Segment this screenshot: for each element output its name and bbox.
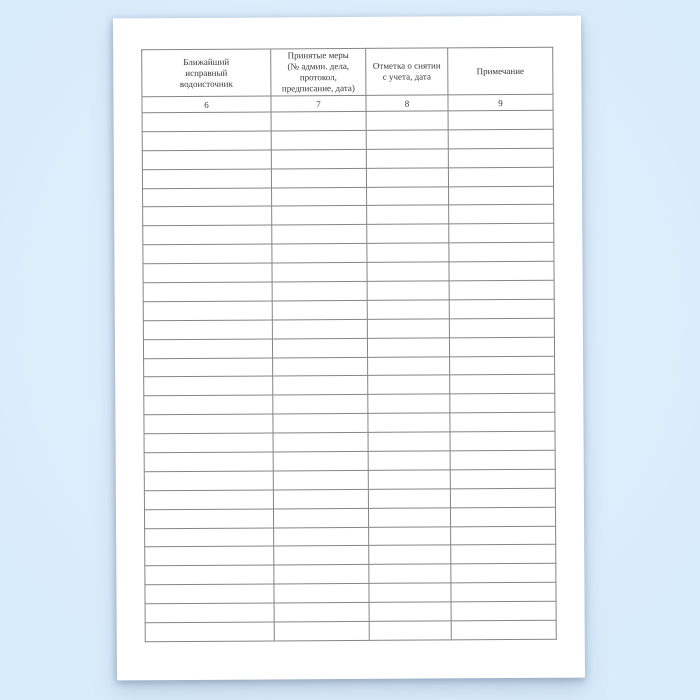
table-row xyxy=(143,224,554,245)
empty-cell xyxy=(450,394,555,414)
empty-cell xyxy=(449,280,554,300)
empty-cell xyxy=(369,602,451,621)
empty-cell xyxy=(143,188,272,208)
empty-cell xyxy=(448,110,553,130)
water-source-journal-table xyxy=(141,47,557,642)
column-number-8: 8 xyxy=(366,95,448,112)
empty-cell xyxy=(143,225,272,245)
empty-cell xyxy=(272,187,367,206)
empty-cell xyxy=(367,243,449,262)
empty-cell xyxy=(273,395,368,414)
empty-cell xyxy=(451,526,556,546)
empty-cell xyxy=(274,565,369,584)
empty-cell xyxy=(368,356,450,375)
empty-cell xyxy=(449,242,554,262)
empty-cell xyxy=(274,584,369,603)
empty-cell xyxy=(450,507,555,527)
empty-cell xyxy=(274,621,369,640)
empty-cell xyxy=(271,168,366,187)
empty-cell xyxy=(273,451,368,470)
table-row xyxy=(143,299,554,320)
empty-cell xyxy=(145,603,274,623)
table-row xyxy=(144,356,555,377)
empty-cell xyxy=(450,450,555,470)
empty-cell xyxy=(143,301,272,321)
header-measures-taken: Принятые меры (№ админ. дела, протокол, предписание, дата) xyxy=(271,48,366,96)
table-row xyxy=(145,545,556,566)
table-row xyxy=(142,148,553,169)
empty-cell xyxy=(366,111,448,130)
empty-cell xyxy=(451,583,556,603)
empty-cell xyxy=(273,433,368,452)
empty-cell xyxy=(143,263,272,283)
empty-cell xyxy=(367,300,449,319)
empty-cell xyxy=(367,338,449,357)
empty-cell xyxy=(367,319,449,338)
empty-cell xyxy=(144,433,273,453)
empty-cell xyxy=(274,603,369,622)
empty-cell xyxy=(449,337,554,357)
header-nearest-working-water-source: Ближайший исправный водоисточник xyxy=(142,49,271,97)
empty-cell xyxy=(272,319,367,338)
empty-cell xyxy=(450,375,555,395)
header-row xyxy=(142,47,553,97)
table-row xyxy=(144,488,555,509)
empty-cell xyxy=(451,620,556,640)
empty-cell xyxy=(271,149,366,168)
empty-cell xyxy=(366,130,448,149)
table-row xyxy=(144,431,555,452)
empty-cell xyxy=(451,545,556,565)
empty-cell xyxy=(145,565,274,585)
column-number-7: 7 xyxy=(271,95,366,112)
table-row xyxy=(142,129,553,150)
table-header xyxy=(142,47,553,113)
empty-cell xyxy=(273,376,368,395)
empty-cell xyxy=(145,528,274,548)
empty-cell xyxy=(449,224,554,244)
empty-cell xyxy=(366,168,448,187)
empty-cell xyxy=(369,564,451,583)
empty-cell xyxy=(368,413,450,432)
empty-cell xyxy=(273,414,368,433)
empty-cell xyxy=(145,622,274,642)
empty-cell xyxy=(144,414,273,434)
column-number-6: 6 xyxy=(142,96,271,113)
empty-cell xyxy=(142,169,271,189)
empty-cell xyxy=(369,545,451,564)
table-row xyxy=(144,375,555,396)
document-page xyxy=(113,16,585,681)
empty-cell xyxy=(448,148,553,168)
table-body xyxy=(142,110,556,641)
empty-cell xyxy=(143,320,272,340)
table-row xyxy=(144,412,555,433)
empty-cell xyxy=(449,318,554,338)
empty-cell xyxy=(368,451,450,470)
empty-cell xyxy=(367,205,449,224)
empty-cell xyxy=(273,357,368,376)
empty-cell xyxy=(369,583,451,602)
empty-cell xyxy=(367,224,449,243)
empty-cell xyxy=(369,526,451,545)
empty-cell xyxy=(273,508,368,527)
empty-cell xyxy=(449,186,554,206)
empty-cell xyxy=(272,281,367,300)
empty-cell xyxy=(144,471,273,491)
table-row xyxy=(142,167,553,188)
empty-cell xyxy=(272,225,367,244)
empty-cell xyxy=(450,431,555,451)
empty-cell xyxy=(368,489,450,508)
empty-cell xyxy=(368,508,450,527)
empty-cell xyxy=(272,206,367,225)
empty-cell xyxy=(271,111,366,130)
table-row xyxy=(144,507,555,528)
empty-cell xyxy=(143,339,272,359)
empty-cell xyxy=(271,130,366,149)
empty-cell xyxy=(448,167,553,187)
empty-cell xyxy=(450,412,555,432)
empty-cell xyxy=(451,564,556,584)
empty-cell xyxy=(274,546,369,565)
table-row xyxy=(145,620,556,641)
empty-cell xyxy=(272,338,367,357)
empty-cell xyxy=(367,281,449,300)
table-row xyxy=(145,564,556,585)
table-row xyxy=(143,318,554,339)
empty-cell xyxy=(143,282,272,302)
table-row xyxy=(143,337,554,358)
empty-cell xyxy=(450,469,555,489)
table-row xyxy=(143,261,554,282)
table-row xyxy=(145,601,556,622)
empty-cell xyxy=(367,262,449,281)
empty-cell xyxy=(144,452,273,472)
empty-cell xyxy=(368,432,450,451)
empty-cell xyxy=(143,244,272,264)
empty-cell xyxy=(449,299,554,319)
empty-cell xyxy=(368,394,450,413)
empty-cell xyxy=(273,489,368,508)
table-row xyxy=(145,583,556,604)
empty-cell xyxy=(145,546,274,566)
empty-cell xyxy=(144,376,273,396)
empty-cell xyxy=(369,621,451,640)
empty-cell xyxy=(368,470,450,489)
empty-cell xyxy=(448,129,553,149)
empty-cell xyxy=(368,375,450,394)
empty-cell xyxy=(274,527,369,546)
empty-cell xyxy=(367,186,449,205)
empty-cell xyxy=(450,488,555,508)
header-note: Примечание xyxy=(448,47,553,95)
table-row xyxy=(145,526,556,547)
table-row xyxy=(142,110,553,131)
empty-cell xyxy=(449,205,554,225)
empty-cell xyxy=(142,150,271,170)
empty-cell xyxy=(450,356,555,376)
empty-cell xyxy=(144,490,273,510)
empty-cell xyxy=(144,358,273,378)
empty-cell xyxy=(142,131,271,151)
table-row xyxy=(144,394,555,415)
table-row xyxy=(143,242,554,263)
table-row xyxy=(143,205,554,226)
empty-cell xyxy=(366,149,448,168)
empty-cell xyxy=(144,395,273,415)
empty-cell xyxy=(272,263,367,282)
empty-cell xyxy=(273,470,368,489)
table-row xyxy=(143,186,554,207)
empty-cell xyxy=(451,601,556,621)
empty-cell xyxy=(145,584,274,604)
column-number-9: 9 xyxy=(448,94,553,111)
table-row xyxy=(144,450,555,471)
empty-cell xyxy=(272,244,367,263)
empty-cell xyxy=(144,509,273,529)
empty-cell xyxy=(449,261,554,281)
header-deregistration-mark: Отметка о снятии с учета, дата xyxy=(366,48,448,96)
empty-cell xyxy=(272,300,367,319)
empty-cell xyxy=(142,112,271,132)
table-row xyxy=(143,280,554,301)
empty-cell xyxy=(143,206,272,226)
table-row xyxy=(144,469,555,490)
